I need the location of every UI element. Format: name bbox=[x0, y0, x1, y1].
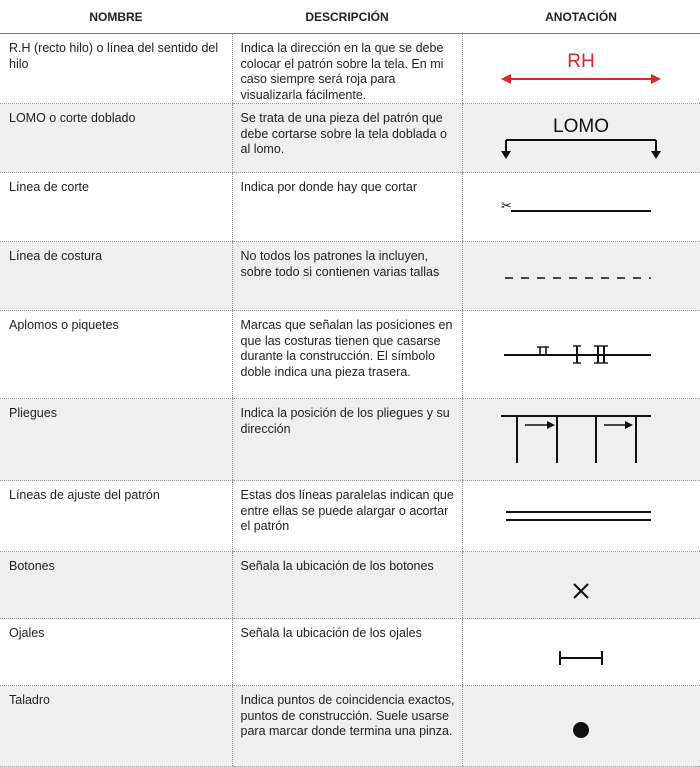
table-row bbox=[0, 619, 700, 686]
row-annotation bbox=[462, 399, 700, 481]
row-annotation bbox=[462, 34, 700, 104]
row-name: Líneas de ajuste del patrón bbox=[0, 481, 232, 552]
row-name: Línea de costura bbox=[0, 242, 232, 311]
row-name: Botones bbox=[0, 552, 232, 619]
row-name: Pliegues bbox=[0, 399, 232, 481]
row-name: Aplomos o piquetes bbox=[0, 311, 232, 399]
table-row bbox=[0, 104, 700, 173]
table-row bbox=[0, 399, 700, 481]
row-name: Taladro bbox=[0, 686, 232, 767]
row-description: Marcas que señalan las posiciones en que las costuras tienen que casarse durante la construcción. El símbolo doble indica una pieza trasera. bbox=[232, 311, 462, 399]
row-name: LOMO o corte doblado bbox=[0, 104, 232, 173]
row-description: Indica por donde hay que cortar bbox=[232, 173, 462, 242]
table-row bbox=[0, 34, 700, 104]
scissors-glyph: ✂ bbox=[501, 199, 513, 214]
row-description: No todos los patrones la incluyen, sobre todo si contienen varias tallas bbox=[232, 242, 462, 311]
rh-label: RH bbox=[567, 50, 595, 72]
scissors-line-icon bbox=[501, 196, 661, 218]
header-name: NOMBRE bbox=[0, 0, 232, 34]
table-row bbox=[0, 242, 700, 311]
dashed-line-icon bbox=[501, 269, 661, 283]
table-row bbox=[0, 481, 700, 552]
table-row bbox=[0, 552, 700, 619]
row-annotation bbox=[462, 104, 700, 173]
parallel-lines-icon bbox=[501, 508, 661, 524]
row-description: Señala la ubicación de los botones bbox=[232, 552, 462, 619]
row-name: Línea de corte bbox=[0, 173, 232, 242]
row-description: Señala la ubicación de los ojales bbox=[232, 619, 462, 686]
double-arrow-icon bbox=[501, 47, 661, 91]
row-description: Estas dos líneas paralelas indican que entre ellas se puede alargar o acortar el patrón bbox=[232, 481, 462, 552]
row-description: Indica la posición de los pliegues y su dirección bbox=[232, 399, 462, 481]
row-annotation bbox=[462, 173, 700, 242]
dot-mark-icon bbox=[572, 721, 590, 739]
header-description: DESCRIPCIÓN bbox=[232, 0, 462, 34]
table-row bbox=[0, 311, 700, 399]
header-row bbox=[0, 0, 700, 34]
row-description: Indica la dirección en la que se debe colocar el patrón sobre la tela. En mi caso siempre será roja para visualizarla fácilmente. bbox=[232, 34, 462, 104]
table-row bbox=[0, 686, 700, 767]
row-annotation bbox=[462, 552, 700, 619]
row-annotation bbox=[462, 311, 700, 399]
row-annotation bbox=[462, 242, 700, 311]
notch-marks-icon bbox=[501, 343, 661, 367]
row-description: Indica puntos de coincidencia exactos, puntos de construcción. Suele usarse para marcar donde termina una pinza. bbox=[232, 686, 462, 767]
row-annotation bbox=[462, 619, 700, 686]
row-annotation bbox=[462, 686, 700, 767]
fold-line-icon bbox=[501, 114, 661, 162]
row-description: Se trata de una pieza del patrón que debe cortarse sobre la tela doblada o al lomo. bbox=[232, 104, 462, 173]
row-name: R.H (recto hilo) o línea del sentido del hilo bbox=[0, 34, 232, 104]
header-annotation: ANOTACIÓN bbox=[462, 0, 700, 34]
row-annotation bbox=[462, 481, 700, 552]
buttonhole-mark-icon bbox=[558, 649, 604, 667]
row-name: Ojales bbox=[0, 619, 232, 686]
pleat-arrows-icon bbox=[501, 413, 661, 467]
cross-mark-icon bbox=[572, 582, 590, 600]
table-row bbox=[0, 173, 700, 242]
lomo-label: LOMO bbox=[553, 116, 610, 137]
